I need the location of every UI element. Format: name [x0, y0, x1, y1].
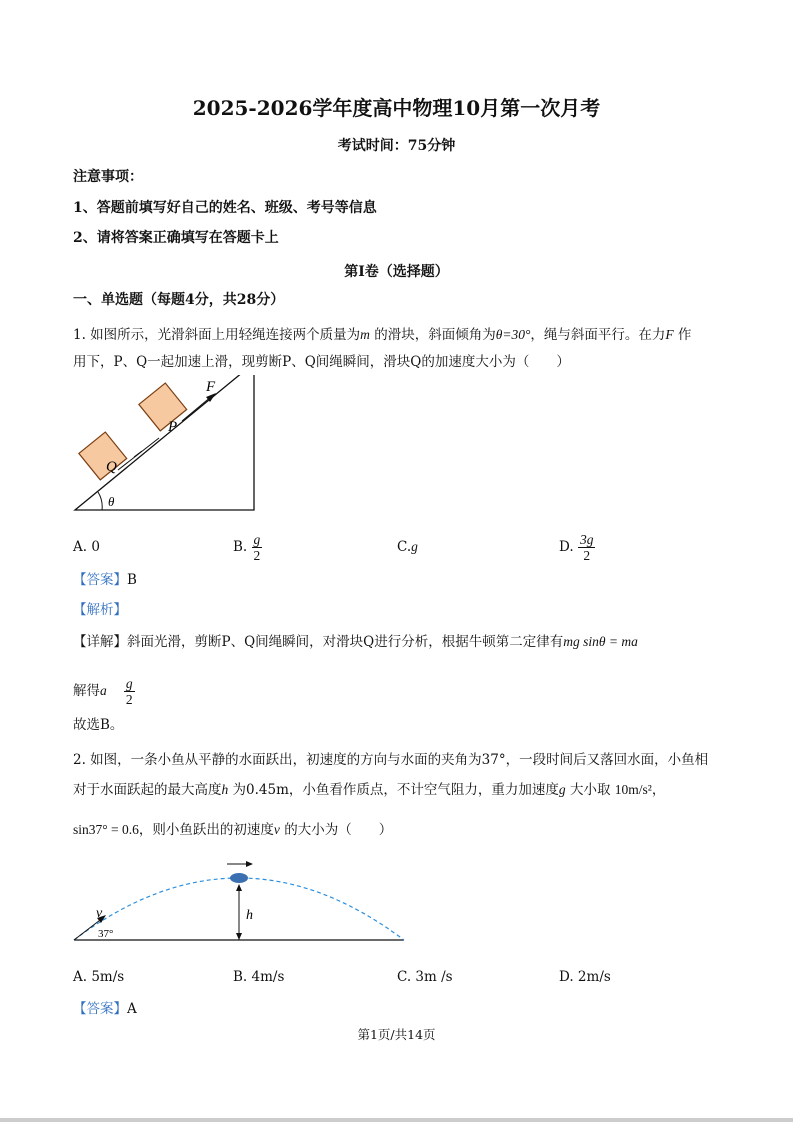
label-theta: θ	[108, 494, 115, 509]
q1-line1: 1. 如图所示，光滑斜面上用轻绳连接两个质量为m 的滑块，斜面倾角为θ=30°，绳与斜面平行。在力F 作	[73, 327, 692, 343]
page-title: 2025-2026学年度高中物理10月第一次月考	[192, 96, 601, 120]
q2-option-c: C. 3m /s	[397, 969, 453, 985]
q1-option-c: C.g	[397, 539, 418, 555]
q2-line2: 对于水面跃起的最大高度h 为0.45m，小鱼看作质点，不计空气阻力，重力加速度g 大小取 10m/s²，	[73, 782, 666, 798]
q1-solve: 解得a $\frac{g}{2}$	[73, 676, 133, 707]
page-footer: 第1页/共14页	[357, 1027, 436, 1042]
label-angle: 37°	[98, 928, 114, 940]
q2-answer: 【答案】A	[73, 1001, 137, 1017]
q1-detail: 【详解】斜面光滑，剪断P、Q间绳瞬间，对滑块Q进行分析，根据牛顿第二定律有mg sinθ = ma	[73, 634, 638, 650]
section-heading: 一、单选题（每题4分，共28分）	[73, 292, 285, 308]
q2-line3: sin37° = 0.6，则小鱼跃出的初速度v 的大小为（ ）	[73, 822, 393, 838]
q2-option-b: B. 4m/s	[233, 969, 285, 985]
incline-figure	[70, 375, 260, 515]
q2-option-d: D. 2m/s	[559, 969, 611, 985]
q1-option-b: B. $\frac{g}{2}$	[233, 532, 261, 563]
label-f: F	[206, 379, 216, 395]
notice-2: 2、请将答案正确填写在答题卡上	[73, 230, 279, 246]
label-v: v	[96, 906, 103, 921]
label-p: P	[168, 419, 178, 435]
q1-option-d: D. $\frac{3g}{2}$	[559, 532, 594, 563]
label-q: Q	[106, 459, 117, 475]
fish-icon	[230, 873, 248, 883]
notice-heading: 注意事项：	[73, 169, 143, 185]
q1-option-a: A. 0	[73, 539, 100, 555]
q1-choose: 故选B。	[73, 717, 124, 733]
page-edge	[0, 1118, 793, 1122]
q2-option-a: A. 5m/s	[73, 969, 125, 985]
q2-line1: 2. 如图，一条小鱼从平静的水面跃出，初速度的方向与水面的夹角为37°，一段时间后又落回水面，小鱼相	[73, 752, 709, 768]
label-h: h	[246, 908, 253, 923]
volume-heading: 第I卷（选择题）	[344, 264, 449, 280]
notice-1: 1、答题前填写好自己的姓名、班级、考号等信息	[73, 200, 377, 216]
q1-analysis-tag: 【解析】	[73, 602, 127, 618]
q1-answer: 【答案】B	[73, 572, 137, 588]
fish-figure	[70, 855, 410, 947]
exam-time: 考试时间：75分钟	[337, 138, 456, 154]
q1-line2: 用下，P、Q一起加速上滑，现剪断P、Q间绳瞬间，滑块Q的加速度大小为（ ）	[73, 354, 570, 370]
